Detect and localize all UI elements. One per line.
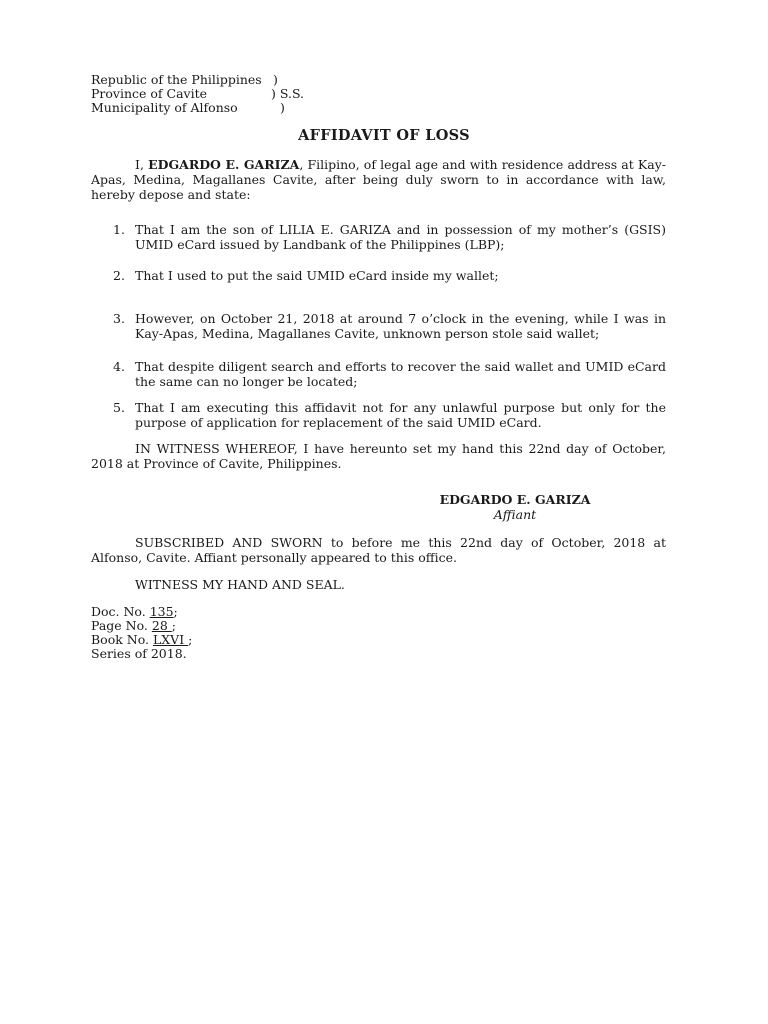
venue-paren: ) xyxy=(273,72,278,87)
list-item xyxy=(113,311,666,341)
list-item-number: 5. xyxy=(113,400,125,415)
list-item-number: 4. xyxy=(113,359,125,374)
list-item-text: That I am the son of LILIA E. GARIZA and in possession of my mother’s (GSIS) UMID eCard issued by Landbank of the Philippines (LBP); xyxy=(135,222,666,252)
witness-whereof-paragraph: IN WITNESS WHEREOF, I have hereunto set my hand this 22nd day of October, 2018 at Province of Cavite, Philippines. xyxy=(91,441,666,471)
list-item-number: 2. xyxy=(113,268,125,283)
venue-paren: ) xyxy=(280,100,285,115)
page-no-terminator: ; xyxy=(171,618,176,633)
series-row: Series of 2018. xyxy=(91,646,187,661)
list-item-text: That despite diligent search and efforts to recover the said wallet and UMID eCard the same can no longer be located; xyxy=(135,359,666,389)
witness-hand-seal: WITNESS MY HAND AND SEAL. xyxy=(135,577,345,592)
intro-prefix: I, xyxy=(135,157,149,172)
list-item xyxy=(113,359,666,389)
book-no-label: Book No. xyxy=(91,632,153,647)
notarial-register xyxy=(91,604,192,660)
venue-republic: Republic of the Philippines xyxy=(91,72,262,87)
list-item-text: That I used to put the said UMID eCard inside my wallet; xyxy=(135,268,499,283)
document-title: AFFIDAVIT OF LOSS xyxy=(298,127,470,144)
doc-no-label: Doc. No. xyxy=(91,604,150,619)
list-item xyxy=(113,400,666,430)
signature-block xyxy=(429,492,601,522)
list-item-number: 1. xyxy=(113,222,125,237)
intro-paragraph xyxy=(91,157,666,202)
venue-ss: ) S.S. xyxy=(271,86,305,101)
book-no-row xyxy=(91,632,192,646)
intro-text: , Filipino, of legal age and with residence address at Kay-Apas, Medina, Magallanes Cavite, after being duly sworn to in accordance with law, hereby depose and state: xyxy=(91,157,666,202)
page-no-label: Page No. xyxy=(91,618,152,633)
venue-province: Province of Cavite xyxy=(91,86,208,101)
page-no-value: 28 xyxy=(151,618,172,633)
list-item-text: However, on October 21, 2018 at around 7 o’clock in the evening, while I was in Kay-Apas, Medina, Magallanes Cavite, unknown person stole said wallet; xyxy=(135,311,666,341)
subscribed-paragraph: SUBSCRIBED AND SWORN to before me this 22nd day of October, 2018 at Alfonso, Cavite. Affiant personally appeared to this office. xyxy=(91,535,666,565)
book-no-terminator: ; xyxy=(188,632,193,647)
doc-no-terminator: ; xyxy=(173,604,178,619)
venue-municipality: Municipality of Alfonso xyxy=(91,100,238,115)
affiant-name: EDGARDO E. GARIZA xyxy=(439,492,591,507)
book-no-value: LXVI xyxy=(152,632,189,647)
list-item-number: 3. xyxy=(113,311,125,326)
affiant-role: Affiant xyxy=(493,507,537,522)
list-item xyxy=(113,268,666,283)
doc-no-row xyxy=(91,604,192,618)
page-no-row xyxy=(91,618,192,632)
affiant-name-intro: EDGARDO E. GARIZA xyxy=(148,157,300,172)
list-item-text: That I am executing this affidavit not for any unlawful purpose but only for the purpose of application for replacement of the said UMID eCard. xyxy=(135,400,666,430)
doc-no-value: 135 xyxy=(149,604,174,619)
list-item xyxy=(113,222,666,252)
